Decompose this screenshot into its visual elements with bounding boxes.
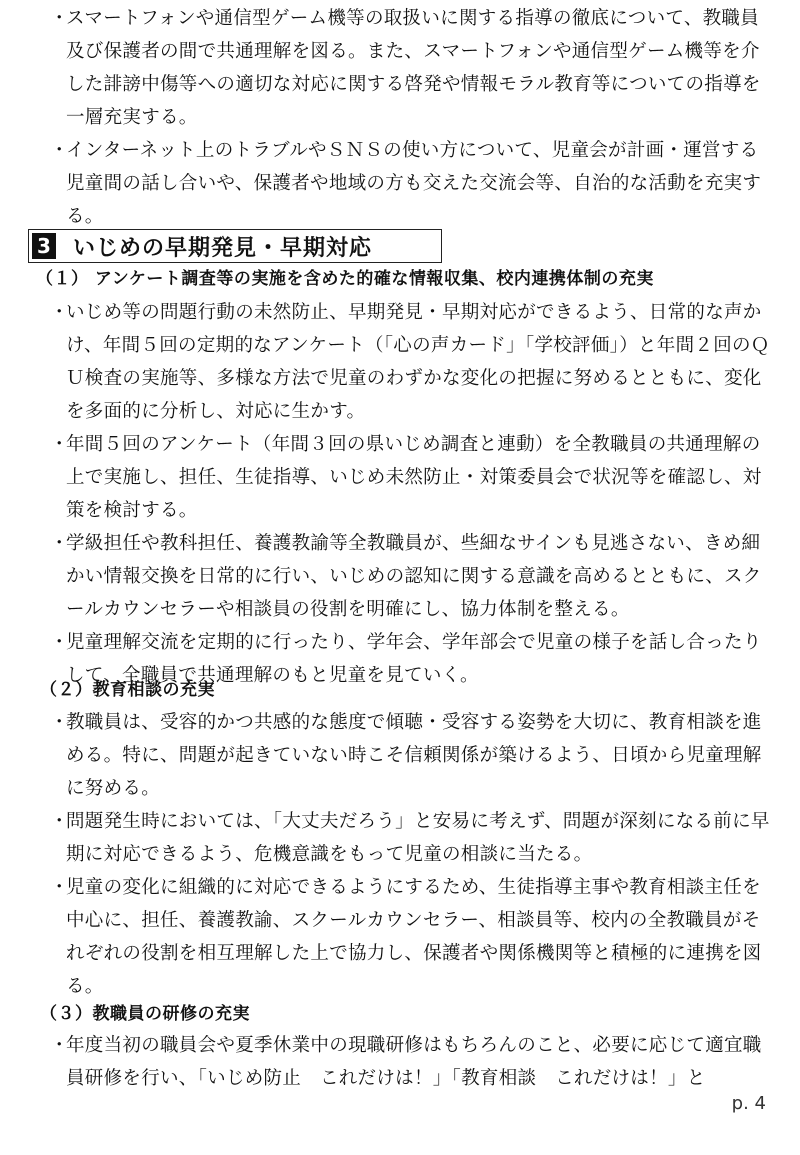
bullet-item	[36, 296, 776, 428]
section-title: いじめの早期発見・早期対応	[73, 235, 373, 261]
bullet-marker: ・	[50, 140, 69, 161]
subsection-heading-1: （１） アンケート調査等の実施を含めた的確な情報収集、校内連携体制の充実	[36, 269, 654, 289]
bullet-text: 年度当初の職員会や夏季休業中の現職研修はもちろんのこと、必要に応じて適宜職員研修を行い、「いじめ防止 これだけは！」「教育相談 これだけは！」と	[66, 1035, 762, 1089]
intro-bullet-list	[36, 2, 776, 233]
bullet-text: 教職員は、受容的かつ共感的な態度で傾聴・受容する姿勢を大切に、教育相談を進める。特に、問題が起きていない時こそ信頼関係が築けるよう、日頃から児童理解に努める。	[66, 712, 762, 799]
subsection-1-bullet-list	[36, 296, 776, 692]
bullet-marker: ・	[50, 8, 69, 29]
bullet-text: 児童理解交流を定期的に行ったり、学年会、学年部会で児童の様子を話し合ったりして、全職員で共通理解のもと児童を見ていく。	[66, 632, 762, 686]
bullet-item	[36, 2, 776, 134]
bullet-item	[36, 1029, 776, 1095]
bullet-item	[36, 428, 776, 527]
bullet-marker: ・	[50, 712, 69, 733]
subsection-3-bullet-list	[36, 1029, 776, 1095]
subsection-2-bullet-list	[36, 706, 776, 1003]
bullet-item	[36, 527, 776, 626]
bullet-text: 児童の変化に組織的に対応できるようにするため、生徒指導主事や教育相談主任を中心に、担任、養護教諭、スクールカウンセラー、相談員等、校内の全教職員がそれぞれの役割を相互理解した上で協力し、保護者や関係機関等と積極的に連携を図る。	[66, 877, 762, 997]
bullet-item	[36, 805, 776, 871]
bullet-text: いじめ等の問題行動の未然防止、早期発見・早期対応ができるよう、日常的な声かけ、年間５回の定期的なアンケート（「心の声カード」「学校評価」）と年間２回のＱＵ検査の実施等、多様な方法で児童のわずかな変化の把握に努めるとともに、変化を多面的に分析し、対応に生かす。	[66, 302, 770, 422]
bullet-marker: ・	[50, 434, 69, 455]
section-heading	[28, 229, 442, 263]
bullet-text: 学級担任や教科担任、養護教諭等全教職員が、些細なサインも見逃さない、きめ細かい情報交換を日常的に行い、いじめの認知に関する意識を高めるとともに、スクールカウンセラーや相談員の役割を明確にし、協力体制を整える。	[66, 533, 762, 620]
section-number: 3	[31, 232, 57, 260]
bullet-marker: ・	[50, 877, 69, 898]
bullet-marker: ・	[50, 533, 69, 554]
bullet-item	[36, 134, 776, 233]
bullet-marker: ・	[50, 302, 69, 323]
bullet-text: インターネット上のトラブルやＳＮＳの使い方について、児童会が計画・運営する児童間の話し合いや、保護者や地域の方も交えた交流会等、自治的な活動を充実する。	[66, 140, 762, 227]
bullet-marker: ・	[50, 1035, 69, 1056]
bullet-text: 問題発生時においては、「大丈夫だろう」と安易に考えず、問題が深刻になる前に早期に対応できるよう、危機意識をもって児童の相談に当たる。	[66, 811, 770, 865]
bullet-text: 年間５回のアンケート（年間３回の県いじめ調査と連動）を全教職員の共通理解の上で実施し、担任、生徒指導、いじめ未然防止・対策委員会で状況等を確認し、対策を検討する。	[66, 434, 762, 521]
bullet-item	[36, 871, 776, 1003]
subsection-heading-3: （３）教職員の研修の充実	[40, 1004, 250, 1024]
bullet-item	[36, 706, 776, 805]
subsection-heading-2: （２）教育相談の充実	[40, 680, 215, 700]
bullet-text: スマートフォンや通信型ゲーム機等の取扱いに関する指導の徹底について、教職員及び保護者の間で共通理解を図る。また、スマートフォンや通信型ゲーム機等を介した誹謗中傷等への適切な対応に関する啓発や情報モラル教育等についての指導を一層充実する。	[66, 8, 761, 128]
page-number: p. 4	[731, 1093, 766, 1114]
bullet-marker: ・	[50, 632, 69, 653]
bullet-marker: ・	[50, 811, 69, 832]
